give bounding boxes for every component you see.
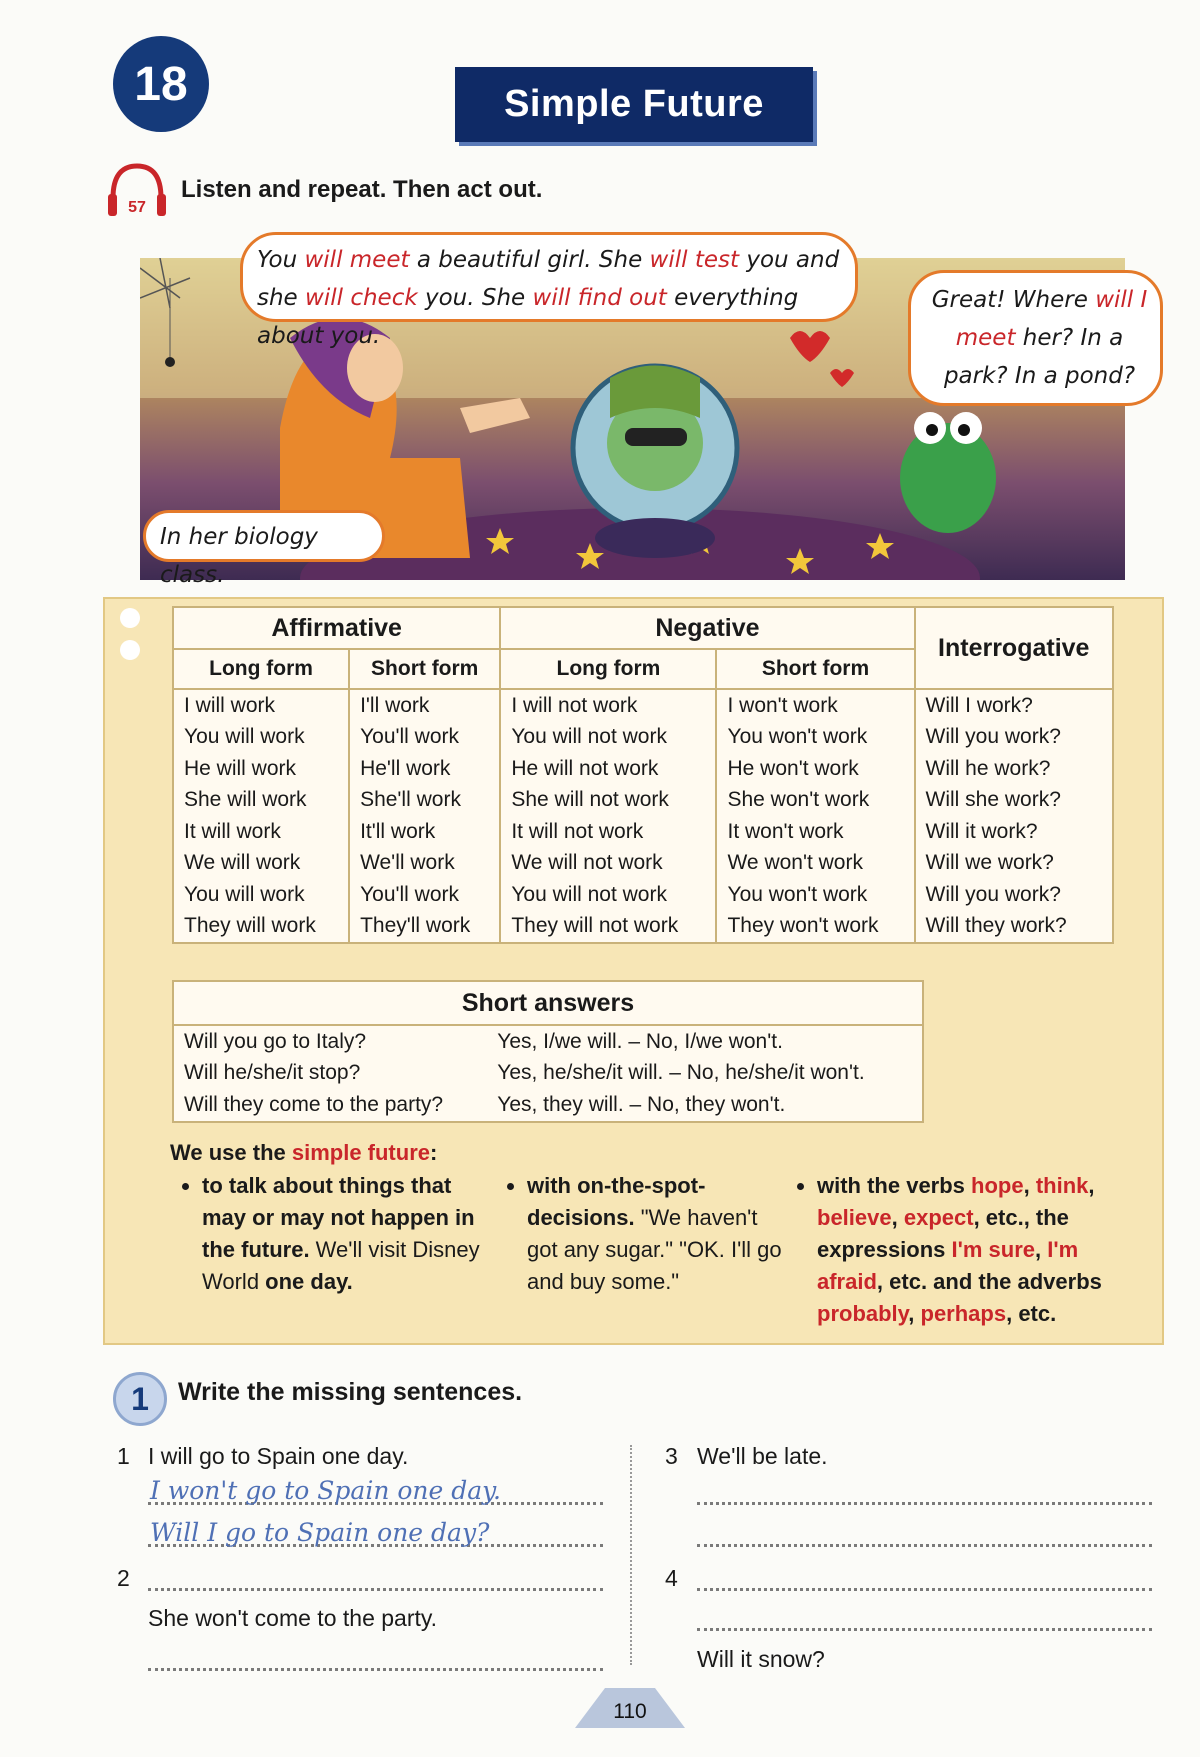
item-sentence: Will it snow? <box>697 1646 825 1672</box>
usage-text: , <box>1023 1173 1036 1198</box>
table-cell: We will work <box>173 848 349 880</box>
table-cell: Will he work? <box>915 753 1113 785</box>
answer-line[interactable] <box>697 1544 1152 1547</box>
table-cell: We'll work <box>349 848 500 880</box>
usage-text: probably <box>817 1301 909 1326</box>
answer-line[interactable] <box>148 1588 603 1591</box>
page-number: 110 <box>613 1700 647 1723</box>
bubble-text: everything about you. <box>257 285 799 349</box>
exercise-title: Write the missing sentences. <box>178 1378 523 1406</box>
table-cell: You'll work <box>349 879 500 911</box>
short-answers-body <box>173 1025 923 1122</box>
table-cell: He'll work <box>349 753 500 785</box>
item-sentence: We'll be late. <box>697 1443 828 1469</box>
unit-number-badge: 18 <box>113 36 209 132</box>
usage-text: to talk about things that may or may not happen in the future. <box>202 1173 475 1262</box>
question-cell: Will you go to Italy? <box>184 1029 367 1053</box>
binder-ring <box>120 608 140 628</box>
table-cell: You'll work <box>349 722 500 754</box>
usage-text: believe <box>817 1205 892 1230</box>
conjugation-table <box>172 606 1114 944</box>
usage-text: one day. <box>265 1269 353 1294</box>
table-cell: I'll work <box>349 689 500 722</box>
table-row <box>173 911 1113 944</box>
question-cell: Will he/she/it stop? <box>184 1061 361 1085</box>
table-row <box>173 848 1113 880</box>
table-cell: Will they work? <box>915 911 1113 944</box>
bubble-text: You <box>257 247 305 273</box>
usage-text: I'm sure <box>951 1237 1036 1262</box>
table-cell: She will work <box>173 785 349 817</box>
usage-text: , <box>908 1301 921 1326</box>
item-number: 2 <box>117 1565 130 1591</box>
subheader-long-form: Long form <box>500 649 716 689</box>
answer-cell: Yes, I/we will. – No, I/we won't. <box>497 1029 783 1053</box>
speech-bubble-answer: In her biology class. <box>143 510 385 562</box>
table-row <box>173 785 1113 817</box>
usage-intro-text: simple future <box>291 1140 430 1165</box>
answer-line[interactable] <box>697 1588 1152 1591</box>
table-cell: Will you work? <box>915 722 1113 754</box>
bubble-text: Great! Where <box>931 287 1096 313</box>
column-divider <box>630 1445 632 1665</box>
table-row <box>173 1058 923 1090</box>
item-number: 1 <box>117 1443 130 1469</box>
speech-bubble-frog <box>908 270 1163 406</box>
item-number: 4 <box>665 1565 678 1591</box>
bubble-text: will meet <box>304 247 410 273</box>
table-cell: They will work <box>173 911 349 944</box>
table-cell: It'll work <box>349 816 500 848</box>
table-cell: You won't work <box>716 722 914 754</box>
table-cell: You won't work <box>716 879 914 911</box>
usage-bullet-1 <box>170 1170 490 1298</box>
table-cell: We will not work <box>500 848 716 880</box>
listen-instruction-row <box>105 170 543 216</box>
page-title: Simple Future <box>455 67 813 142</box>
listen-instruction: Listen and repeat. Then act out. <box>181 176 543 203</box>
table-cell: She will not work <box>500 785 716 817</box>
bubble-text: will I meet <box>955 287 1148 351</box>
conjugation-body <box>173 689 1113 943</box>
speech-bubble-fortune-teller <box>240 232 858 349</box>
table-cell: It will not work <box>500 816 716 848</box>
table-cell: Will you work? <box>915 879 1113 911</box>
table-cell: He will work <box>173 753 349 785</box>
bubble-text: a beautiful girl. She <box>409 247 650 273</box>
usage-text: with on-the-spot-decisions. <box>527 1173 706 1230</box>
bubble-text: you. She <box>417 285 533 311</box>
usage-text: , etc. and the adverbs <box>876 1269 1102 1294</box>
subheader-long-form: Long form <box>173 649 349 689</box>
table-cell: Will she work? <box>915 785 1113 817</box>
bubble-text: will find out <box>532 285 667 311</box>
table-cell: It will work <box>173 816 349 848</box>
subheader-short-form: Short form <box>349 649 500 689</box>
table-cell: I will work <box>173 689 349 722</box>
group-negative: Negative <box>500 607 914 649</box>
bubble-text: her? In a park? In a pond? <box>943 325 1136 389</box>
short-answers-title: Short answers <box>173 981 923 1025</box>
usage-text: "We haven't got any sugar." "OK. I'll go and buy some." <box>527 1205 782 1294</box>
usage-text: We'll visit Disney World <box>202 1237 480 1294</box>
table-cell: He will not work <box>500 753 716 785</box>
table-cell: I won't work <box>716 689 914 722</box>
table-cell: They will not work <box>500 911 716 944</box>
binder-ring <box>120 640 140 660</box>
table-cell: It won't work <box>716 816 914 848</box>
table-cell: She'll work <box>349 785 500 817</box>
table-cell: She won't work <box>716 785 914 817</box>
table-cell: Will it work? <box>915 816 1113 848</box>
table-cell: They won't work <box>716 911 914 944</box>
table-row <box>173 816 1113 848</box>
table-cell: You will not work <box>500 879 716 911</box>
example-answer: I won't go to Spain one day. <box>150 1476 501 1505</box>
short-answers-table <box>172 980 924 1123</box>
table-cell: Will I work? <box>915 689 1113 722</box>
item-sentence: I will go to Spain one day. <box>148 1443 409 1469</box>
table-cell: We won't work <box>716 848 914 880</box>
page-number-tab <box>575 1688 685 1728</box>
example-answer: Will I go to Spain one day? <box>150 1518 490 1547</box>
bubble-text: will check <box>305 285 418 311</box>
headphones-icon[interactable] <box>105 160 169 220</box>
bubble-text: will test <box>649 247 740 273</box>
usage-text: , <box>891 1205 904 1230</box>
table-cell: He won't work <box>716 753 914 785</box>
usage-text: hope <box>971 1173 1024 1198</box>
usage-text: I'm afraid <box>817 1237 1079 1294</box>
usage-intro-text: We use the <box>170 1140 292 1165</box>
usage-intro-text: : <box>430 1140 438 1165</box>
usage-text: expect <box>903 1205 974 1230</box>
table-cell: You will work <box>173 879 349 911</box>
usage-bullet-2 <box>495 1170 785 1298</box>
group-affirmative: Affirmative <box>173 607 500 649</box>
answer-line[interactable] <box>697 1502 1152 1505</box>
table-cell: You will not work <box>500 722 716 754</box>
item-sentence: She won't come to the party. <box>148 1605 438 1631</box>
usage-text: perhaps <box>920 1301 1007 1326</box>
table-cell: I will not work <box>500 689 716 722</box>
table-row <box>173 753 1113 785</box>
answer-line[interactable] <box>148 1668 603 1671</box>
answer-cell: Yes, he/she/it will. – No, he/she/it won't. <box>497 1061 865 1085</box>
table-row <box>173 689 1113 722</box>
table-cell: They'll work <box>349 911 500 944</box>
usage-bullet-3 <box>785 1170 1145 1330</box>
table-cell: Will we work? <box>915 848 1113 880</box>
exercise-number: 1 <box>113 1372 167 1426</box>
usage-text: think <box>1035 1173 1089 1198</box>
table-cell: You will work <box>173 722 349 754</box>
usage-text: , <box>1088 1173 1095 1198</box>
item-number: 3 <box>665 1443 678 1469</box>
usage-text: , <box>1035 1237 1048 1262</box>
table-row <box>173 1025 923 1058</box>
usage-text: , etc., the expressions <box>817 1205 1069 1262</box>
usage-text: with the verbs <box>817 1173 972 1198</box>
question-cell: Will they come to the party? <box>184 1092 444 1116</box>
track-number: 57 <box>128 199 146 216</box>
answer-line[interactable] <box>697 1628 1152 1631</box>
usage-intro <box>170 1140 437 1166</box>
group-interrogative: Interrogative <box>915 607 1113 689</box>
usage-text: , etc. <box>1006 1301 1057 1326</box>
subheader-short-form: Short form <box>716 649 914 689</box>
bubble-text: you and she <box>257 247 840 311</box>
table-row <box>173 1089 923 1122</box>
table-row <box>173 722 1113 754</box>
table-row <box>173 879 1113 911</box>
answer-cell: Yes, they will. – No, they won't. <box>497 1092 786 1116</box>
